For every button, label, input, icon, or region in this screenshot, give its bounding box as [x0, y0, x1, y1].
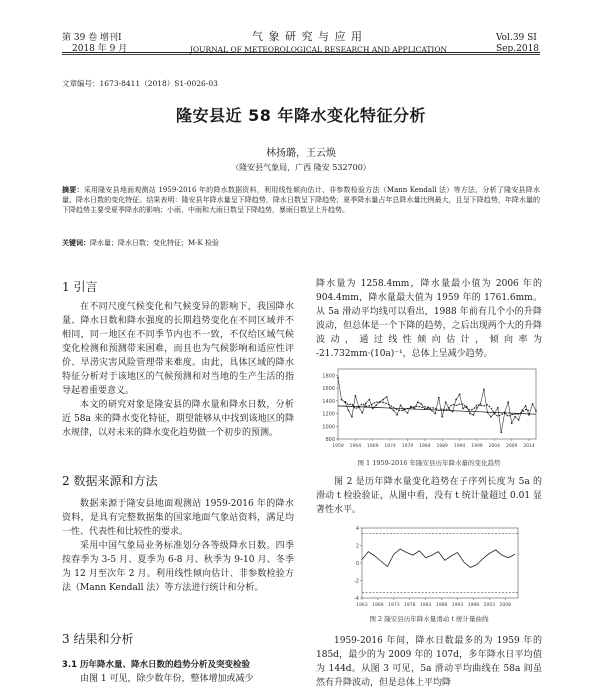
data-point: [365, 402, 367, 404]
data-point: [427, 406, 429, 408]
y-tick-label: 1800: [322, 373, 335, 380]
right-para-1: 降水量为 1258.4mm，降水量最小值为 2006 年的 904.4mm，降水量最大值为 1959 年的 1761.6mm。从 5a 滑动平均线可以看出，1988 年前有几个小的升降波动，但总体是一个下降的趋势，之后出现两个大的升降波动，通过线性倾向估计，倾向率为 -21.732mm·(10a)⁻¹，总体上呈减少趋势。: [316, 279, 542, 359]
keywords-text: 降水量；降水日数；变化特征；M-K 检验: [90, 239, 219, 247]
x-tick-label: 1969: [367, 444, 379, 449]
data-point: [535, 410, 537, 412]
data-point: [483, 388, 485, 390]
x-tick-label: 2009: [505, 444, 518, 449]
x-tick-label: 1968: [372, 603, 384, 608]
data-point: [393, 409, 395, 411]
section-3-1-body: [62, 672, 294, 686]
keywords-label: 关键词：: [62, 239, 90, 247]
x-tick-label: 1998: [467, 603, 480, 608]
x-tick-label: 1983: [419, 603, 432, 608]
x-tick-label: 1974: [384, 444, 396, 449]
header-rule-thin: [62, 54, 540, 55]
data-point: [455, 399, 457, 401]
data-point: [473, 414, 475, 416]
y-tick-label: 2: [355, 543, 359, 550]
header-date-en: Sep.2018: [496, 44, 540, 54]
abstract-text: 采用隆安县地面观测站 1959-2016 年的降水数据资料，利用线性倾向估计、非参数检验方法（Mann Kendall 法）等方法，分析了隆安县降水量、降水日数的变化特征。结果表明：隆安县年降水量呈下降趋势，降水日数呈下降趋势；夏季降水量占年总降水量比例最大，且呈下降趋势，年降水量的下降趋势主要受夏季降水的影响；小雨、中雨和大雨日数呈下降趋势，暴雨日数呈上升趋势。: [62, 186, 541, 214]
section-2-para-2: 采用中国气象局业务标准划分各等级降水日数。四季按春季为 3-5 月、夏季为 6-8 月、秋季为 9-10 月、冬季为 12 月至次年 2 月。利用线性倾向估计、非参数检验方法（Mann Kendall 法）等方法进行统计和分析。: [62, 541, 294, 593]
y-tick-label: 1200: [322, 411, 335, 418]
keywords: [62, 238, 540, 248]
section-3-1-title: 3.1 历年降水量、降水日数的趋势分析及突变检验: [62, 660, 251, 670]
data-point: [368, 399, 370, 401]
x-tick-label: 1978: [404, 603, 416, 608]
data-point: [497, 407, 499, 409]
data-point: [448, 408, 450, 410]
x-tick-label: 1973: [388, 603, 400, 608]
data-point: [521, 409, 523, 411]
y-tick-label: 4: [355, 526, 359, 532]
section-3-1-para-1: 由图 1 可见，除少数年份，整体增加或减少: [80, 674, 254, 684]
right-column-body-2: [316, 475, 542, 517]
y-tick-label: 800: [325, 437, 335, 443]
data-point: [372, 408, 374, 410]
abstract: [62, 185, 540, 215]
section-2-title: 2 数据来源和方法: [62, 474, 158, 488]
data-point: [386, 396, 388, 398]
data-point: [337, 377, 339, 379]
data-point: [500, 431, 502, 433]
abstract-label: 摘要：: [62, 186, 84, 194]
x-tick-label: 2008: [499, 603, 511, 608]
x-tick-label: 1999: [471, 444, 483, 449]
section-1-para-2: 本文的研究对象是隆安县的降水量和降水日数，分析近 58a 来的降水变化特征，期望能够从中找到该地区的降水规律，以对未来的降水变化趋势做一个初步的预测。: [62, 400, 294, 438]
data-point: [354, 395, 356, 397]
data-point: [400, 404, 402, 406]
data-point: [532, 403, 534, 405]
data-point: [490, 416, 492, 418]
section-3-title: 3 结果和分析: [62, 632, 134, 646]
right-column-body-3: [316, 634, 542, 690]
data-point: [525, 405, 527, 407]
x-tick-label: 1964: [349, 444, 362, 449]
data-point: [434, 413, 436, 415]
figure-1: [316, 365, 542, 457]
affiliation: （隆安县气象局，广西 隆安 532700）: [231, 163, 371, 172]
right-para-3: 1959-2016 年间，降水日数最多的为 1959 年的 185d，最少的为 2009 年的 107d，多年降水日平均值为 144d。从图 3 可见，5a 滑动平均曲线在 58a 间虽然有升降波动，但是总体上平均降: [316, 636, 542, 688]
article-number: 文章编号：1673-8411（2018）S1-0026-03: [62, 79, 218, 88]
figure-2-caption: 图 2 隆安县历年降水量滑动 t 统计量曲线: [369, 615, 489, 623]
series-precipitation: [338, 378, 536, 433]
data-point: [341, 399, 343, 401]
data-point: [462, 408, 464, 410]
data-point: [480, 403, 482, 405]
section-2-para-1: 数据来源于隆安县地面观测站 1959-2016 年的降水资料，是具有完整数据集的国家地面气象站资料，满足均一性、代表性和比较性的要求。: [62, 499, 294, 537]
section-1-title: 1 引言: [62, 280, 98, 294]
data-point: [445, 401, 447, 403]
data-point: [469, 413, 471, 415]
x-tick-label: 2003: [483, 603, 496, 608]
header-volume: 第 39 卷 增刊Ⅰ: [62, 33, 122, 43]
header-date: 2018 年 9 月: [72, 44, 128, 54]
figure-1-caption: 图 1 1959-2016 年隆安县历年降水量的变化趋势: [357, 459, 501, 467]
x-tick-label: 2014: [523, 444, 535, 449]
data-point: [351, 416, 353, 418]
figure-2-chart: [346, 524, 522, 610]
data-point: [476, 407, 478, 409]
x-tick-label: 1994: [453, 444, 466, 449]
series-t-statistic: [362, 549, 515, 567]
data-point: [348, 409, 350, 411]
figure-1-chart: [316, 365, 542, 453]
data-point: [361, 412, 363, 414]
data-point: [382, 399, 384, 401]
data-point: [518, 419, 520, 421]
x-tick-label: 1984: [419, 444, 431, 449]
authors: 林扬璐，王云焕: [266, 148, 336, 159]
data-point: [417, 401, 419, 403]
header-journal-cn: 气 象 研 究 与 应 用: [252, 30, 363, 43]
y-tick-label: 1000: [322, 424, 335, 431]
plot-frame: [362, 528, 518, 598]
data-point: [407, 412, 409, 414]
x-tick-label: 1989: [436, 444, 448, 449]
plot-frame: [338, 369, 536, 439]
figure-2: [346, 524, 522, 614]
data-point: [514, 416, 516, 418]
data-point: [459, 394, 461, 396]
data-point: [438, 397, 440, 399]
y-tick-label: 0: [355, 561, 359, 567]
y-tick-label: -4: [354, 596, 359, 602]
x-tick-label: 1963: [356, 603, 368, 608]
header-journal-en: JOURNAL OF METEOROLOGICAL RESEARCH AND APPLICATION: [190, 45, 448, 54]
x-tick-label: 1988: [435, 603, 448, 608]
paper-title: 隆安县近 58 年降水变化特征分析: [176, 106, 426, 125]
data-point: [375, 404, 377, 406]
data-point: [507, 401, 509, 403]
data-point: [396, 414, 398, 416]
section-1-para-1: 在不同尺度气候变化和气候变异的影响下，我国降水量、降水日数和降水强度的长期趋势变化在不同区域并不相同，同一地区在不同季节内也不一致，不仅给区域气候变化检测和预测带来困难，而且也为气候影响和适应性评价、旱涝灾害风险管理带来难度。由此，具体区域的降水特征分析对于该地区的气候预测和对当地的生产生活的指导起着重要意义。: [62, 302, 294, 396]
x-tick-label: 1959: [332, 444, 344, 449]
section-1-body: [62, 300, 294, 440]
right-para-2: 图 2 是历年降水量变化趋势在子序列长度为 5a 的滑动 t 检验验证，从图中看，没有 t 统计量超过 0.01 显著性水平。: [316, 477, 542, 515]
data-point: [511, 422, 513, 424]
x-tick-label: 1993: [451, 603, 464, 608]
section-2-body: [62, 497, 294, 595]
x-tick-label: 1979: [401, 444, 414, 449]
data-point: [420, 403, 422, 405]
header-rule: [62, 52, 540, 53]
right-column-body-1: [316, 277, 542, 361]
y-tick-label: 1400: [322, 398, 335, 405]
y-tick-label: -2: [354, 578, 359, 585]
data-point: [441, 416, 443, 418]
header-vol-en: Vol.39 SI: [496, 33, 537, 43]
y-tick-label: 1600: [322, 386, 335, 393]
x-tick-label: 2004: [488, 444, 501, 449]
